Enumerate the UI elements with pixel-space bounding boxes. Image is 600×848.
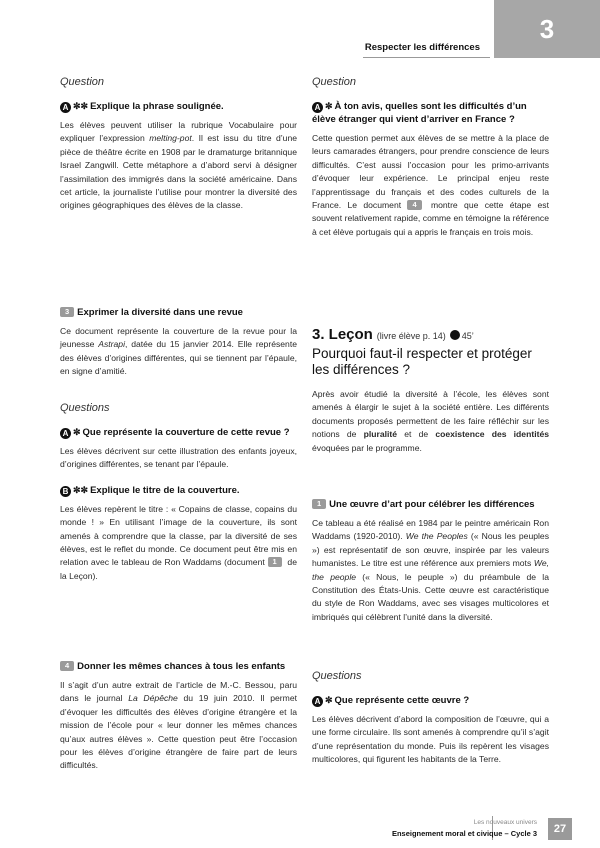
lecon-heading: 3. Leçon (livre élève p. 14) 45’ [312, 326, 474, 343]
document-reference-badge: 4 [407, 200, 421, 210]
document-title: 1 Une œuvre d’art pour célébrer les différences [312, 498, 549, 511]
right-question-section [312, 76, 549, 247]
difficulty-stars-icon: ✼ [73, 427, 81, 437]
footer-title: Enseignement moral et civique – Cycle 3 [391, 829, 537, 838]
document-1-section [312, 498, 549, 632]
section-label: Questions [312, 670, 362, 682]
level-badge: B [60, 486, 71, 497]
question-title: B ✼✼ Explique le titre de la couverture. [60, 484, 297, 497]
document-number-badge: 1 [312, 499, 326, 509]
section-label: Question [312, 76, 357, 88]
difficulty-stars-icon: ✼ [325, 695, 333, 705]
level-badge: A [60, 102, 71, 113]
document-number-badge: 3 [60, 307, 74, 317]
right-questions-section [312, 670, 549, 775]
chapter-number-tab: 3 [494, 0, 600, 58]
answer-text: Les élèves peuvent utiliser la rubrique Vocabulaire pour expliquer l’expression melting-pot. Il est issu du titre d’une pièce de théâtre écrite en 1908 par le dramaturge britannique Israel Zangwill. Cette métaphore a d’abord servi à désigner l’assimilation des immigrés dans la société américaine. Dans cet article, la journaliste l’utilise pour montrer la diversité des origines géographiques des élèves de la classe. [60, 120, 298, 211]
difficulty-stars-icon: ✼✼ [73, 101, 89, 111]
left-question-section [60, 76, 297, 221]
document-3-section [60, 306, 297, 387]
document-reference-badge: 1 [268, 557, 282, 567]
document-description: Ce document représente la couverture de la revue pour la jeunesse Astrapi, datée du 15 janvier 2014. Elle représente des élèves d’origines différentes, qui se tiennent par l’épaule, en signe d’amitié. [60, 326, 297, 377]
answer-text: Cette question permet aux élèves de se mettre à la place de leurs camarades étrangers, pour prendre conscience de leurs difficultés. C’est aussi l’occasion pour les primo-arrivants d’évoquer leur expérience. Le principal enjeu reste l’apprentissage du français et des codes culturels de la France. Le document 4 montre que cette étape est souvent relativement rapide, comme en témoigne la référence à cet élève portugais qui a appris le français en trois mois. [312, 133, 549, 237]
answer-text: Les élèves décrivent sur cette illustration des enfants joyeux, d’origines différentes, se tenant par l’épaule. [60, 446, 297, 470]
level-badge: A [312, 696, 323, 707]
running-header: Respecter les différences [364, 42, 480, 53]
document-description: Ce tableau a été réalisé en 1984 par le peintre américain Ron Waddams (1920-2010). We the Peoples (« Nous les peuples ») est représentatif de son œuvre, inspirée par les valeurs humanistes. Le titre est une référence aux premiers mots We, the people (« Nous, le peuple ») du préambule de la Constitution des États-Unis. Cette œuvre est caractéristique du style de Ron Waddams, avec ses visages multicolores et imbriqués qui célèbrent l’unité dans la diversité. [312, 518, 549, 622]
level-badge: A [312, 102, 323, 113]
clock-icon [450, 330, 460, 340]
document-4-section [60, 660, 297, 781]
difficulty-stars-icon: ✼ [325, 101, 333, 111]
lecon-intro: Après avoir étudié la diversité à l’école, les élèves sont amenés à élargir le sujet à la société entière. Les différents documents proposés permettent de les faire réfléchir sur les notions de pluralité et de coexistence des identités évoquées par le programme. [312, 389, 550, 453]
document-title: 4 Donner les mêmes chances à tous les enfants [60, 660, 297, 673]
question-title: A ✼ Que représente cette œuvre ? [312, 694, 549, 707]
level-badge: A [60, 428, 71, 439]
lecon-title: Pourquoi faut-il respecter et protéger les différences ? [312, 346, 532, 377]
document-title: 3 Exprimer la diversité dans une revue [60, 306, 297, 319]
difficulty-stars-icon: ✼✼ [73, 484, 89, 495]
footer-brand: Les nouveaux univers [473, 819, 537, 826]
answer-text: Les élèves décrivent d’abord la composition de l’œuvre, qui a une forme circulaire. Ils sont amenés à comprendre qu’il s’agit d’une représentation du monde. Puis ils repèrent les visages multicolores, qui figurent les habitants de la Terre. [312, 714, 549, 765]
left-questions-section [60, 402, 297, 591]
question-title: A ✼✼ Explique la phrase soulignée. [60, 100, 297, 113]
question-title: A ✼ À ton avis, quelles sont les difficultés d’un élève étranger qui vient d’arriver en France ? [312, 101, 527, 125]
lecon-section [312, 326, 549, 463]
page-number: 27 [548, 818, 572, 840]
document-number-badge: 4 [60, 661, 74, 671]
answer-text: Les élèves repèrent le titre : « Copains de classe, copains du monde ! » En utilisant l’image de la couverture, ils sont amenés à comprendre que la classe, par la diversité de ses élèves, est le reflet du monde. Ce document peut être mis en relation avec le tableau de Ron Waddams (document 1 de la Leçon). [60, 503, 297, 581]
section-label: Questions [60, 402, 110, 414]
document-description: Il s’agit d’un autre extrait de l’article de M.-C. Bessou, paru dans le journal La Dépêche du 19 juin 2010. Il permet d’évoquer les difficultés des élèves d’origine étrangère et la mission de l’école pour « leur donner les mêmes chances qu’aux autres élèves ». Cette question peut être l’occasion pour les élèves d’origine étrangère de faire part de leurs difficultés. [60, 680, 297, 771]
section-label: Question [60, 76, 105, 88]
question-title: A ✼ Que représente la couverture de cette revue ? [60, 426, 297, 439]
header-rule [363, 57, 490, 58]
